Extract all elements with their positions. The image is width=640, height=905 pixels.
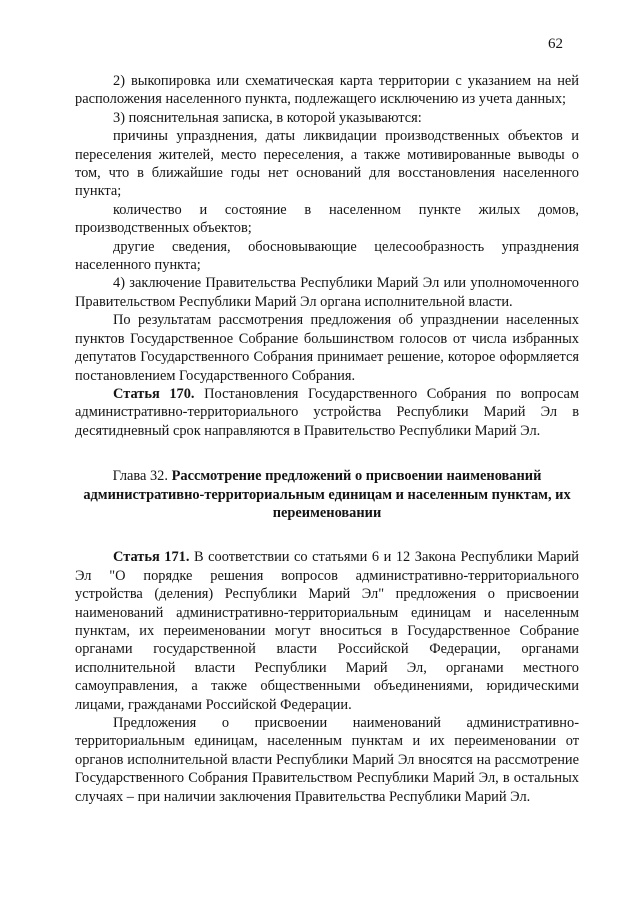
- article-171: [75, 548, 579, 714]
- chapter-32-title: Рассмотрение предложений о присвоении наименований административно-территориальным единицам и населенным пунктам, их переименовании: [83, 468, 571, 521]
- article-171-label: Статья 171.: [113, 549, 190, 566]
- paragraph-government-conclusion: 4) заключение Правительства Республики Марий Эл или уполномоченного Правительством Республики Марий Эл органа исполнительной власти.: [75, 275, 579, 310]
- paragraph-explanatory-note: 3) пояснительная записка, в которой указываются:: [113, 109, 422, 126]
- paragraph-reasons: причины упразднения, даты ликвидации производственных объектов и переселения жителей, место переселения, а также мотивированные выводы о том, что в ближайшие годы нет оснований для восстановления населенного пункта;: [75, 128, 579, 200]
- paragraph-naming-proposals: Предложения о присвоении наименований административно-территориальным единицам, населенным пунктам и их переименовании от органов исполнительной власти Республики Марий Эл вносятся на рассмотрение Государственного Собрания Правительством Республики Марий Эл, в остальных случаях – при наличии заключения Правительства Республики Марий Эл.: [75, 715, 579, 805]
- page-number: 62: [548, 36, 563, 52]
- paragraph-houses-count: количество и состояние в населенном пункте жилых домов, производственных объектов;: [75, 201, 579, 237]
- document-body: [75, 72, 579, 806]
- paragraph-abolition-results: По результатам рассмотрения предложения об упразднении населенных пунктов Государственное Собрание большинством голосов от числа избранных депутатов Государственного Собрания принимает решение, которое оформляется постановлением Государственного Собрания.: [75, 312, 579, 384]
- article-171-text: В соответствии со статьями 6 и 12 Закона Республики Марий Эл "О порядке решения вопросов административно-территориального устройства (деления) Республики Марий Эл" предложения о присвоении наименований административно-территориальным единицам и населенным пунктам, их переименовании могут вноситься в Государственное Собрание органами государственной власти Российской Федерации, органами исполнительной власти Республики Марий Эл, органами местного самоуправления, а также общественными объединениями, юридическими лицами, гражданами Российской Федерации.: [75, 549, 579, 713]
- article-170-text: Постановления Государственного Собрания по вопросам административно-территориального устройства Республики Марий Эл в десятидневный срок направляются в Правительство Республики Марий Эл.: [75, 385, 579, 439]
- article-170: [75, 385, 579, 440]
- paragraph-other-info: другие сведения, обосновывающие целесообразность упразднения населенного пункта;: [75, 238, 579, 274]
- article-170-label: Статья 170.: [113, 385, 195, 402]
- chapter-32-label: Глава 32.: [112, 468, 172, 485]
- paragraph-map-copy: 2) выкопировка или схематическая карта территории с указанием на ней расположения населенного пункта, подлежащего исключению из учета данных;: [75, 73, 579, 108]
- chapter-32-heading: [75, 467, 579, 522]
